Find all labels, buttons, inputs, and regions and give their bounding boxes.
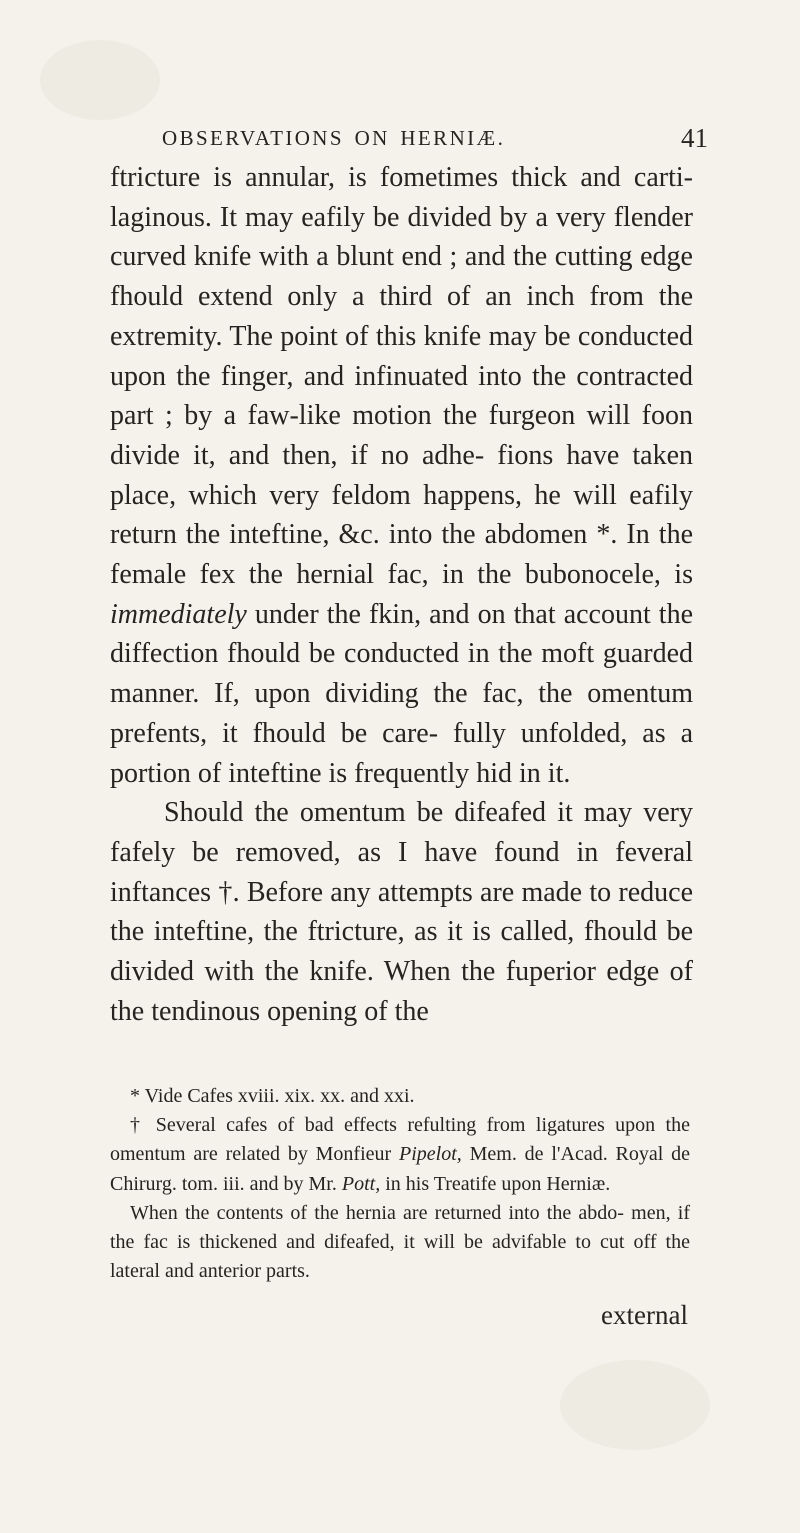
- running-title: OBSERVATIONS ON HERNIÆ.: [162, 126, 506, 150]
- cited-name: Pipelot,: [399, 1143, 462, 1166]
- footnote-text: Mem. de l'Acad. Royal de Chirurg. tom. iii. and by Mr.: [110, 1143, 691, 1195]
- catchword: external: [601, 1300, 688, 1330]
- paragraph-text: ftricture is annular, is fometimes thick and carti- laginous. It may eafily be divided by a very flender curved knife with a blunt end ; and the cutting edge fhould extend only a third of an inch from the extremity. The point of this knife may be conducted upon the finger, and infinuated into the contracted part ; by a faw-like motion the furgeon will foon divide it, and then, if no adhe- fions have taken place, which very feldom happens, he will eafily return the inteftine, &c. into the abdomen *. In the female fex the hernial fac, in the bubonocele, is: [110, 162, 693, 591]
- footnote-text: † Several cafes of bad effects refulting from ligatures upon the omentum are related by Monfieur: [110, 1114, 690, 1166]
- footnote: * Vide Cafes xviii. xix. xx. and xxi.: [130, 1085, 415, 1107]
- cited-name: Pott,: [341, 1172, 381, 1195]
- running-head: [138, 118, 708, 158]
- emphasized-word: immediately: [110, 598, 247, 630]
- footnotes: [110, 1082, 690, 1286]
- page-number: 41: [681, 123, 708, 153]
- main-text: [110, 158, 693, 1031]
- paper-stain: [560, 1360, 710, 1450]
- footnote: [110, 1111, 690, 1199]
- paragraph: Should the omentum be difeafed it may very fafely be removed, as I have found in feveral inftances †. Before any attempts are made to reduce the inteftine, the ftricture, as it is called, fhould be divided with the knife. When the fuperior edge of the tendinous opening of the: [110, 797, 693, 1027]
- paragraph: [110, 158, 693, 793]
- paragraph-text: under the fkin, and on that account the diffection fhould be conducted in the moft guarded manner. If, upon dividing the fac, the omentum prefents, it fhould be care- fully unfolded, as a portion of inteftine is frequently hid in it.: [110, 598, 694, 789]
- paper-stain: [40, 40, 160, 120]
- footnote: When the contents of the hernia are returned into the abdo- men, if the fac is thickened and difeafed, it will be advifable to cut off the lateral and anterior parts.: [110, 1201, 690, 1283]
- footnote-text: in his Treatife upon Herniæ.: [385, 1172, 611, 1195]
